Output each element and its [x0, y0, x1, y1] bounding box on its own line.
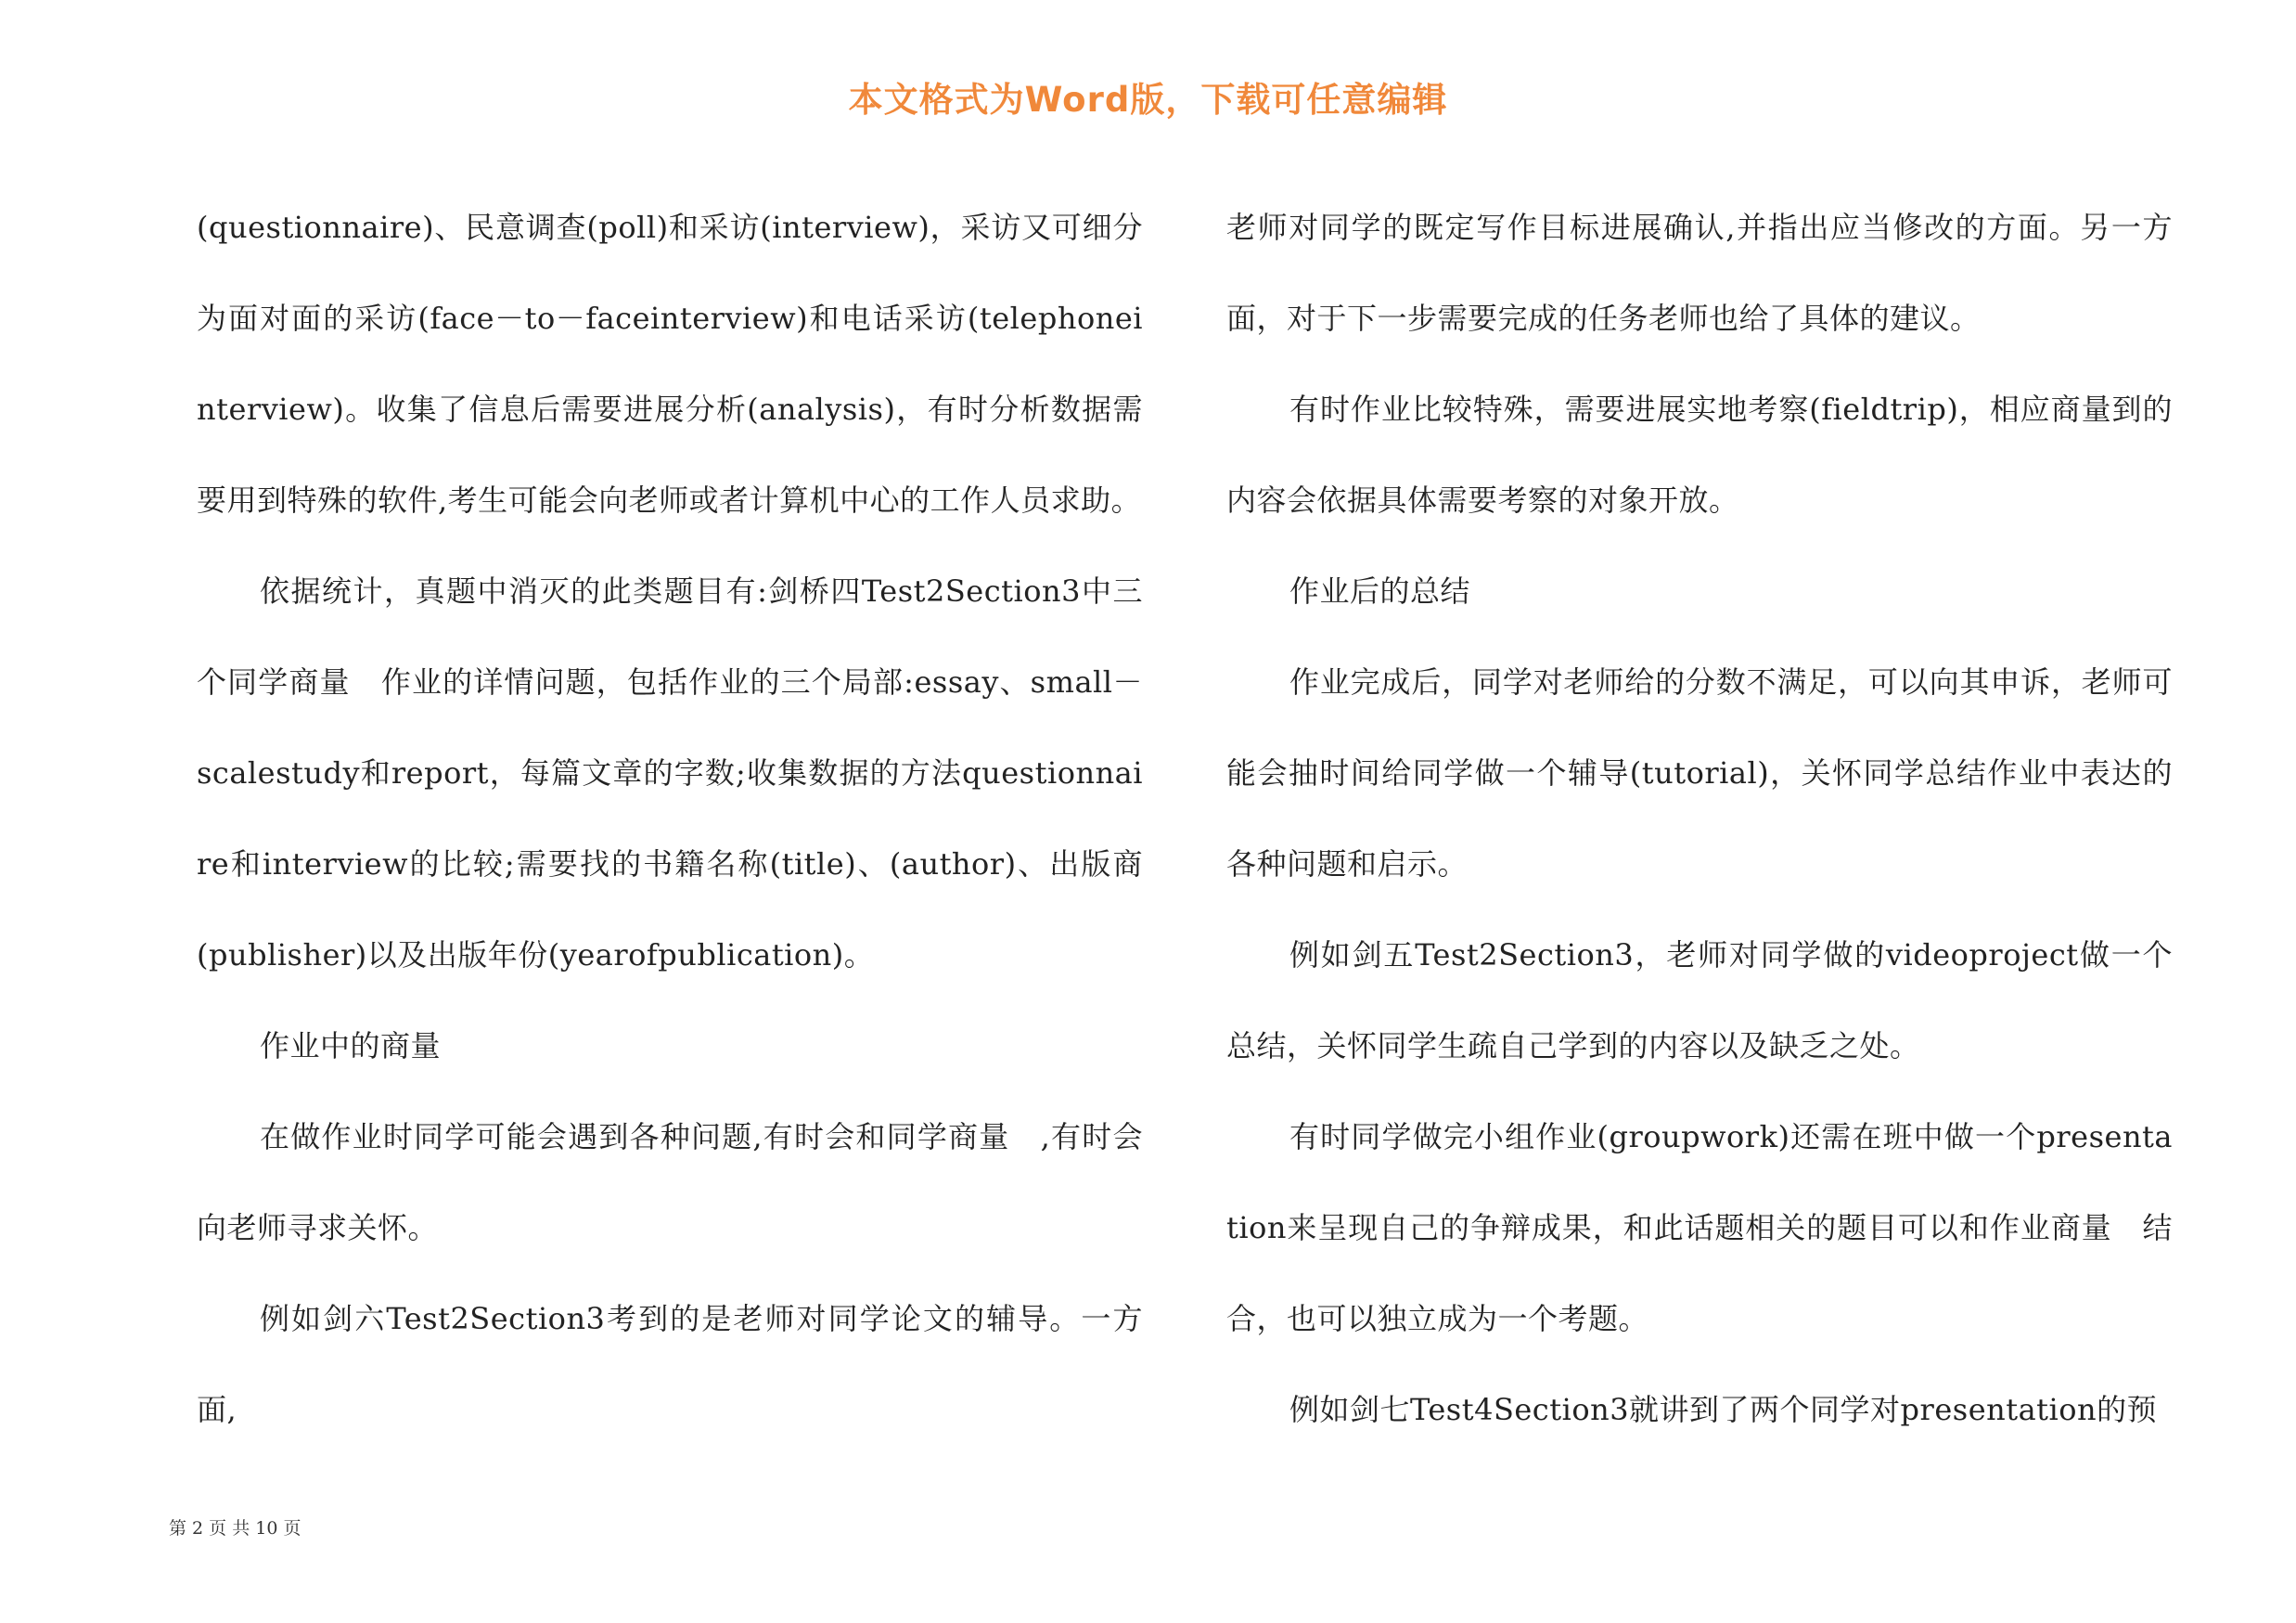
- body-paragraph: 有时同学做完小组作业(groupwork)还需在班中做一个presentation来呈现自己的争辩成果，和此话题相关的题目可以和作业商量 结合，也可以独立成为一个考题。: [1226, 1119, 2173, 1336]
- body-paragraph: 例如剑七Test4Section3就讲到了两个同学对presentation的预: [1289, 1392, 2158, 1427]
- body-paragraph: 作业完成后，同学对老师给的分数不满足，可以向其申诉，老师可能会抽时间给同学做一个辅导(tutorial)，关怀同学总结作业中表达的各种问题和启示。: [1226, 664, 2173, 882]
- body-paragraph: 例如剑五Test2Section3，老师对同学做的videoproject做一个总结，关怀同学生疏自己学到的内容以及缺乏之处。: [1226, 937, 2173, 1063]
- section-heading: 作业中的商量: [260, 1028, 442, 1063]
- body-paragraph: 依据统计，真题中消灭的此类题目有:剑桥四Test2Section3中三个同学商量 作业的详情问题，包括作业的三个局部:essay、small－scalestudy和report，每篇文章的字数;收集数据的方法questionnaire和interview的比较;需要找的书籍名称(title)、(author)、出版商(publisher)以及出版年份(yearofpublication)。: [197, 573, 1143, 973]
- body-paragraph: 老师对同学的既定写作目标进展确认,并指出应当修改的方面。另一方面，对于下一步需要完成的任务老师也给了具体的建议。: [1226, 210, 2173, 336]
- body-paragraph: 有时作业比较特殊，需要进展实地考察(fieldtrip)，相应商量到的内容会依据具体需要考察的对象开放。: [1226, 392, 2173, 518]
- right-text-column: [1226, 182, 2173, 1455]
- body-paragraph: (questionnaire)、民意调查(poll)和采访(interview)，采访又可细分为面对面的采访(face－to－faceinterview)和电话采访(telephoneinterview)。收集了信息后需要进展分析(analysis)，有时分析数据需要用到特殊的软件,考生可能会向老师或者计算机中心的工作人员求助。: [197, 210, 1143, 518]
- body-paragraph: 在做作业时同学可能会遇到各种问题,有时会和同学商量 ,有时会向老师寻求关怀。: [197, 1119, 1143, 1245]
- body-paragraph: 例如剑六Test2Section3考到的是老师对同学论文的辅导。一方面,: [197, 1301, 1143, 1427]
- left-text-column: [197, 182, 1143, 1455]
- document-header-banner: 本文格式为Word版，下载可任意编辑: [848, 80, 1448, 120]
- page-number-footer: 第 2 页 共 10 页: [169, 1518, 301, 1539]
- section-heading: 作业后的总结: [1289, 573, 1471, 609]
